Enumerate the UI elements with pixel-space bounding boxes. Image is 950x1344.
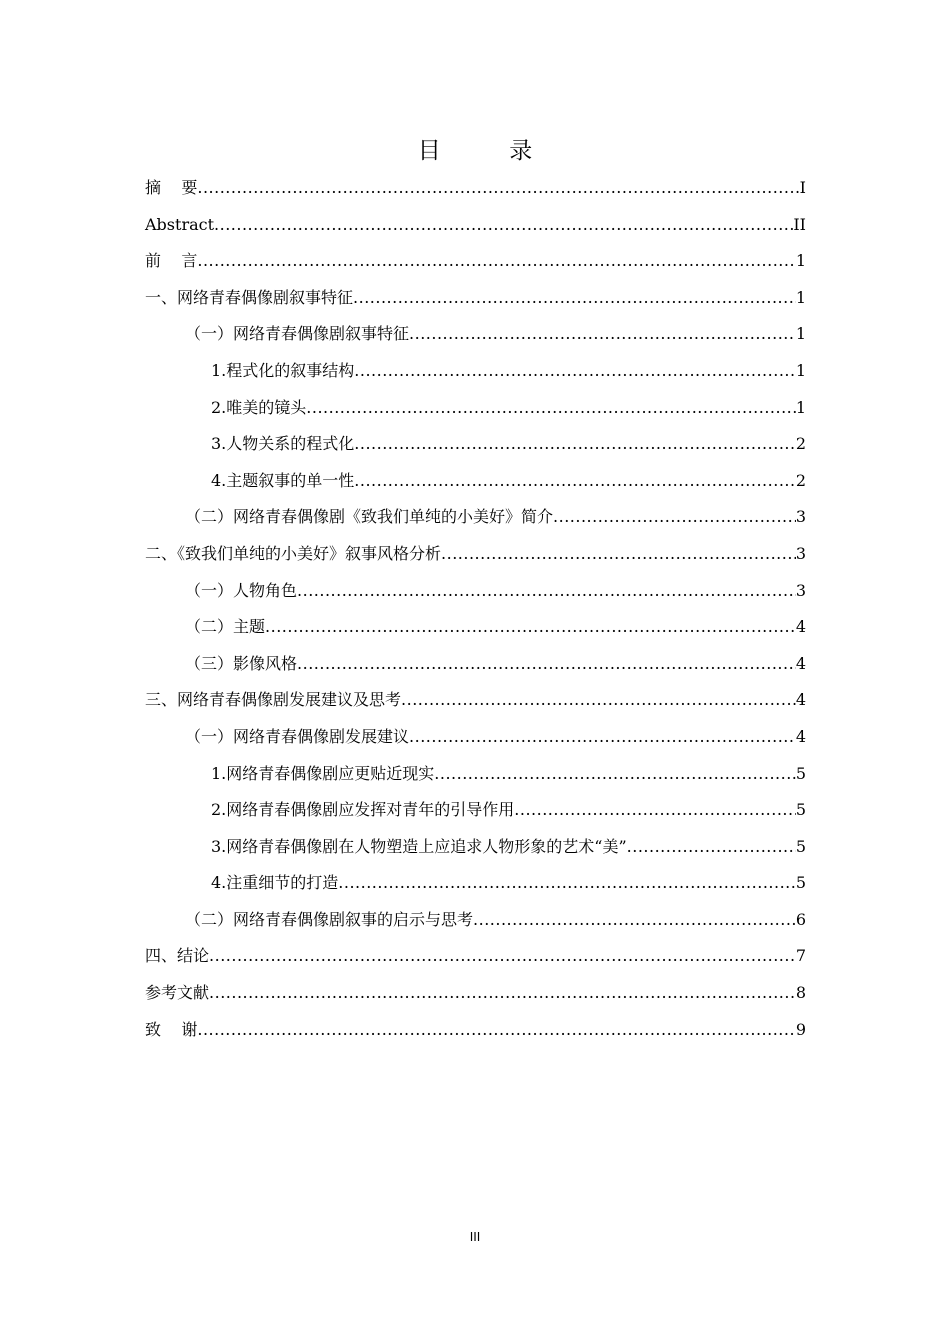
toc-leader-dots: [553, 499, 796, 536]
toc-entry-label: 1.网络青春偶像剧应更贴近现实: [211, 763, 435, 783]
toc-entry-page: 7: [795, 946, 806, 966]
toc-entry[interactable]: [145, 756, 806, 793]
toc-entry[interactable]: [145, 463, 806, 500]
toc-entry-page: 2: [795, 434, 806, 454]
toc-entry-label: 四、结论: [145, 946, 210, 966]
toc-entry[interactable]: [145, 499, 806, 536]
toc-entry-page: II: [793, 214, 806, 234]
toc-leader-dots: [441, 536, 796, 573]
toc-leader-dots: [197, 1012, 795, 1049]
toc-entry[interactable]: [145, 243, 806, 280]
toc-leader-dots: [354, 426, 796, 463]
toc-entry[interactable]: [145, 682, 806, 719]
toc-entry[interactable]: [145, 170, 806, 207]
toc-entry-label: 一、网络青春偶像剧叙事特征: [145, 287, 354, 307]
toc-entry-label: 2.网络青春偶像剧应发挥对青年的引导作用: [211, 800, 515, 820]
toc-entry-label: 前 言: [145, 251, 198, 271]
toc-entry-label: 致 谢: [145, 1019, 198, 1039]
toc-entry-label: （一）人物角色: [185, 580, 298, 600]
toc-leader-dots: [401, 682, 796, 719]
toc-entry[interactable]: [145, 1012, 806, 1049]
toc-entry[interactable]: [145, 609, 806, 646]
toc-leader-dots: [409, 316, 796, 353]
toc-leader-dots: [197, 243, 795, 280]
toc-entry-label: 参考文献: [145, 983, 210, 1003]
toc-entry-label: 4.主题叙事的单一性: [211, 470, 355, 490]
toc-entry[interactable]: [145, 865, 806, 902]
toc-entry-page: 4: [795, 690, 806, 710]
toc-entry-label: 3.网络青春偶像剧在人物塑造上应追求人物形象的艺术“美”: [211, 836, 627, 856]
toc-leader-dots: [214, 207, 793, 244]
toc-entry-label: Abstract: [145, 214, 215, 234]
toc-leader-dots: [197, 170, 799, 207]
toc-entry-page: 1: [795, 360, 806, 380]
toc-entry-page: 9: [795, 1019, 806, 1039]
toc-entry-page: 5: [795, 836, 806, 856]
toc-entry-label: 三、网络青春偶像剧发展建议及思考: [145, 690, 402, 710]
toc-entry-page: 5: [795, 800, 806, 820]
toc-entry[interactable]: [145, 207, 806, 244]
toc-entry-label: （一）网络青春偶像剧叙事特征: [185, 324, 410, 344]
toc-entry-page: 3: [795, 580, 806, 600]
toc-leader-dots: [209, 938, 796, 975]
toc-entry[interactable]: [145, 573, 806, 610]
toc-leader-dots: [306, 390, 796, 427]
toc-entry[interactable]: [145, 646, 806, 683]
toc-entry[interactable]: [145, 426, 806, 463]
toc-entry-page: 4: [795, 617, 806, 637]
toc-leader-dots: [434, 756, 796, 793]
toc-entry-page: 6: [795, 909, 806, 929]
toc-leader-dots: [473, 902, 796, 939]
toc-entry-label: 4.注重细节的打造: [211, 873, 339, 893]
toc-entry[interactable]: [145, 390, 806, 427]
toc-entry-page: 5: [795, 763, 806, 783]
toc-list: [145, 170, 806, 1048]
toc-entry-page: 8: [795, 983, 806, 1003]
toc-entry-page: 1: [795, 287, 806, 307]
toc-entry-page: I: [799, 178, 806, 197]
toc-entry-page: 1: [795, 251, 806, 271]
toc-entry-label: 1.程式化的叙事结构: [211, 360, 355, 380]
toc-entry-page: 1: [795, 397, 806, 417]
toc-entry[interactable]: [145, 938, 806, 975]
toc-entry[interactable]: [145, 353, 806, 390]
toc-entry-label: 3.人物关系的程式化: [211, 434, 355, 454]
toc-entry-label: （二）网络青春偶像剧《致我们单纯的小美好》简介: [185, 507, 554, 527]
toc-entry[interactable]: [145, 536, 806, 573]
footer-page-number: III: [469, 1230, 481, 1244]
toc-entry-page: 5: [795, 873, 806, 893]
toc-leader-dots: [265, 609, 796, 646]
toc-leader-dots: [514, 792, 796, 829]
toc-entry[interactable]: [145, 280, 806, 317]
toc-entry-page: 3: [795, 543, 806, 563]
toc-leader-dots: [338, 865, 796, 902]
toc-entry[interactable]: [145, 316, 806, 353]
toc-entry[interactable]: [145, 902, 806, 939]
toc-leader-dots: [409, 719, 796, 756]
toc-entry-label: （一）网络青春偶像剧发展建议: [185, 726, 410, 746]
toc-title: 目 录: [417, 138, 551, 164]
toc-entry[interactable]: [145, 975, 806, 1012]
toc-entry-page: 1: [795, 324, 806, 344]
toc-entry-label: （三）影像风格: [185, 653, 298, 673]
toc-entry-label: （二）主题: [185, 617, 266, 637]
toc-entry[interactable]: [145, 829, 806, 866]
toc-leader-dots: [353, 280, 796, 317]
toc-leader-dots: [354, 353, 796, 390]
toc-entry-page: 2: [795, 470, 806, 490]
toc-entry[interactable]: [145, 719, 806, 756]
toc-entry-page: 4: [795, 653, 806, 673]
toc-leader-dots: [354, 463, 796, 500]
toc-entry-label: 2.唯美的镜头: [211, 397, 307, 417]
toc-entry-label: （二）网络青春偶像剧叙事的启示与思考: [185, 909, 474, 929]
toc-leader-dots: [297, 573, 796, 610]
toc-entry-page: 4: [795, 726, 806, 746]
toc-leader-dots: [297, 646, 796, 683]
toc-entry[interactable]: [145, 792, 806, 829]
toc-entry-label: 二、《致我们单纯的小美好》叙事风格分析: [145, 543, 442, 563]
toc-entry-label: 摘 要: [145, 178, 198, 197]
toc-entry-page: 3: [795, 507, 806, 527]
toc-leader-dots: [209, 975, 796, 1012]
toc-leader-dots: [627, 829, 796, 866]
